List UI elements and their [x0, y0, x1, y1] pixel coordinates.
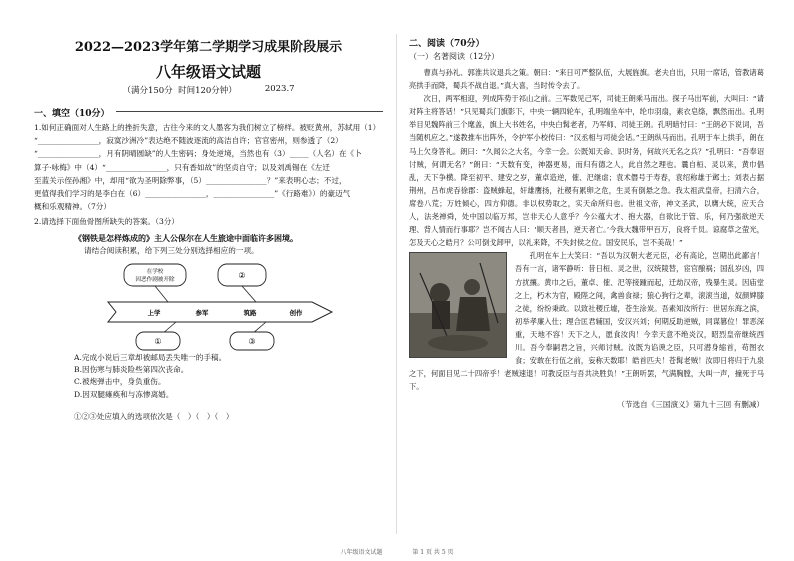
options-list	[34, 352, 383, 402]
illustration-image	[409, 252, 507, 358]
exam-meta	[34, 84, 383, 96]
page-footer	[0, 547, 794, 556]
option-d: D.因双腿瘫痪和与冻惨离婚。	[74, 389, 174, 399]
circle-label-2: ②	[238, 270, 246, 280]
box-top1-line2: 因恶作剧被开除	[135, 276, 175, 283]
box-top1-line1: 在学校	[146, 268, 164, 275]
passage-paragraph-1: 曹真与孙礼、郭淮共议退兵之策。朝曰：“来日可严整队伍，大展旌旗。老夫自出，只用一席话，管教诸葛亮拱手而降，蜀兵不战自退。”真大喜，当时传令去了。	[409, 68, 764, 91]
q1-line: 概和乐观精神。（7分）	[34, 202, 111, 212]
section1-heading-row	[34, 102, 383, 121]
q1-line: “________________，月有阴晴圆缺”的人生密码；身处逆境，当然也有（3）_____（人名）在《卜	[34, 149, 362, 159]
circle-label-1: ①	[154, 336, 162, 346]
illustration-svg	[410, 253, 506, 357]
arrow-label-3: 创作	[289, 308, 303, 317]
exam-subtitle: 八年级语文试题	[155, 63, 261, 81]
exam-date: 2023.7	[264, 84, 295, 94]
passage-paragraph-3: 孔明在车上大笑曰：“吾以为汉朝大老元臣，必有高论，岂期出此鄙言！吾有一言，诸军静听：昔日桓、灵之世，汉统陵替，宦官酿祸；国乱岁凶，四方扰攘。黄巾之后，董卓、傕、汜等接踵而起，迁劫汉帝，残暴生灵。因庙堂之上，朽木为官，殿陛之间，禽兽食禄；狼心狗行之辈，滚滚当道，奴颜婢膝之徒，纷纷秉政。以致社稷丘墟，苍生涂炭。吾素知汝所行：世居东海之滨，初举孝廉入仕；理合匡君辅国，安汉兴刘；何期反助逆贼，同谋篡位！罪恶深重，天地不容！天下之人，愿食汝肉！今幸天意不绝炎汉，昭烈皇帝继统西川。吾今奉嗣君之旨，兴师讨贼。汝既为谄谀之臣，只可潜身缩首，苟图衣食；安敢在行伍之前，妄称天数耶！皓首匹夫！苍髯老贼！汝即日将归于九泉之下，何面目见二十四帝乎！老贼速退！可教反臣与吾共决胜负！”王朗听罢，气满胸膛，大叫一声，撞死于马下。	[409, 251, 764, 392]
answer-prompt: ①②③处应填入的选项依次是（ ）（ ）（ ）	[74, 412, 234, 422]
right-column	[397, 0, 794, 561]
fishbone-svg	[106, 260, 336, 352]
arrow-label-0: 上学	[147, 308, 161, 317]
fishbone-diagram	[106, 260, 336, 352]
q1-line: 至蓝关示侄孙湘》中，却用“欲为圣明除弊事，（5）________________？”来表明心志；不过，	[34, 175, 347, 185]
question-2-quote: 《钢铁是怎样炼成的》主人公保尔在人生旅途中面临许多困境。	[74, 232, 298, 243]
section1-heading: 一、填空（10分）	[34, 109, 110, 119]
option-b: B.因伤寒与肺炎险些第四次丧命。	[74, 365, 189, 375]
footer-exam-name: 八年级语文试题	[340, 549, 383, 556]
passage-source: （节选自《三国演义》第九十三回 有删减）	[617, 400, 764, 410]
arrow-label-2: 筑路	[243, 308, 257, 317]
exam-score: （满分150分 时间120分钟）	[122, 86, 237, 96]
question-2-instruction: 请结合阅读积累，给下列三处分别选择相应的一项。	[84, 245, 259, 255]
q1-line: 算子·咏梅》中（4）“________________，只有香如故”的坚贞自守；以及刘禹锡在《左迁	[34, 162, 330, 172]
q1-line: 1.如何正确面对人生路上的挫折失意，古往今来的文人墨客为我们树立了榜样。被贬黄州，苏轼用（1）	[34, 123, 381, 132]
option-a: A.完成小说后三章却被邮局丢失唯一的手稿。	[74, 352, 227, 362]
question-2: 2.请选择下面鱼骨图所缺失的答案。（3分）	[34, 217, 179, 227]
passage-paragraph-2: 次日，两军相迎，列成阵势于祁山之前。三军数见己军，司徒王朗乘马而出。探子马出军前，大叫曰：“请对阵主将答话！”只见蜀兵门旗影下，中央一辆四轮车，孔明端坐车中，纶巾羽扇，素衣皂绦，飘然而出。孔明举目见魏阵前三个麾盖，旗上大书姓名，中央白髯老者，乃军师、司徒王朗。孔明暗忖曰：“王朗必下说词，吾当随机应之。”遂教推车出阵外，令护军小校传曰：“汉丞相与司徒会话。”王朗纵马而出。孔明于车上拱手，朗在马上欠身答礼。朗曰：“久闻公之大名，今幸一会。公既知天命、识时务，何故兴无名之兵？”孔明曰：“吾奉诏讨贼，何谓无名？”朗曰：“天数有变，神器更易，而归有德之人，此自然之理也。曩自桓、灵以来，黄巾倡乱，天下争横。降至初平、建安之岁，董卓造逆，傕、汜继虐；袁术僭号于寿春，袁绍称雄于邺土；刘表占据荆州，吕布虎吞徐郡：盗贼蜂起，奸雄鹰扬，社稷有累卵之危，生灵有倒悬之急。我太祖武皇帝，扫清六合，席卷八荒；万姓倾心，四方仰德。非以权势取之，实天命所归也。世祖文帝，神文圣武，以膺大统，应天合人，法尧禅舜，处中国以临万邦，岂非天心人意乎？今公蕴大才、抱大器，自欲比于管、乐，何乃强欲逆天理、背人情而行事耶？岂不闻古人曰：‘顺天者昌，逆天者亡。’今我大魏带甲百万，良将千员。谅腐草之萤光，怎及天心之皓月？公可倒戈卸甲，以礼来降，不失封侯之位。国安民乐，岂不美哉！”	[409, 94, 764, 248]
q1-line: 更值得我们学习的是李白在（6）________________，________________”《行路难》）的豪迈气	[34, 189, 351, 199]
circle-label-3: ③	[248, 336, 256, 346]
option-c: C.被炮弹击中，身负重伤。	[74, 377, 166, 387]
section2-heading: 二、阅读（70分）	[409, 39, 485, 49]
arrow-label-1: 参军	[195, 308, 209, 317]
question-1	[34, 121, 383, 213]
section2-subheading: （一）名著阅读（12分）	[409, 52, 500, 61]
divider	[116, 111, 383, 112]
footer-page-number: 第 1 页 共 5 页	[412, 549, 454, 556]
exam-title: 2022—2023学年第二学期学习成果阶段展示	[74, 40, 343, 55]
q1-line: “________________，寂寞沙洲冷”表达绝不随波逐流的高洁自许；官官密州，则参透了（2）	[34, 136, 343, 146]
